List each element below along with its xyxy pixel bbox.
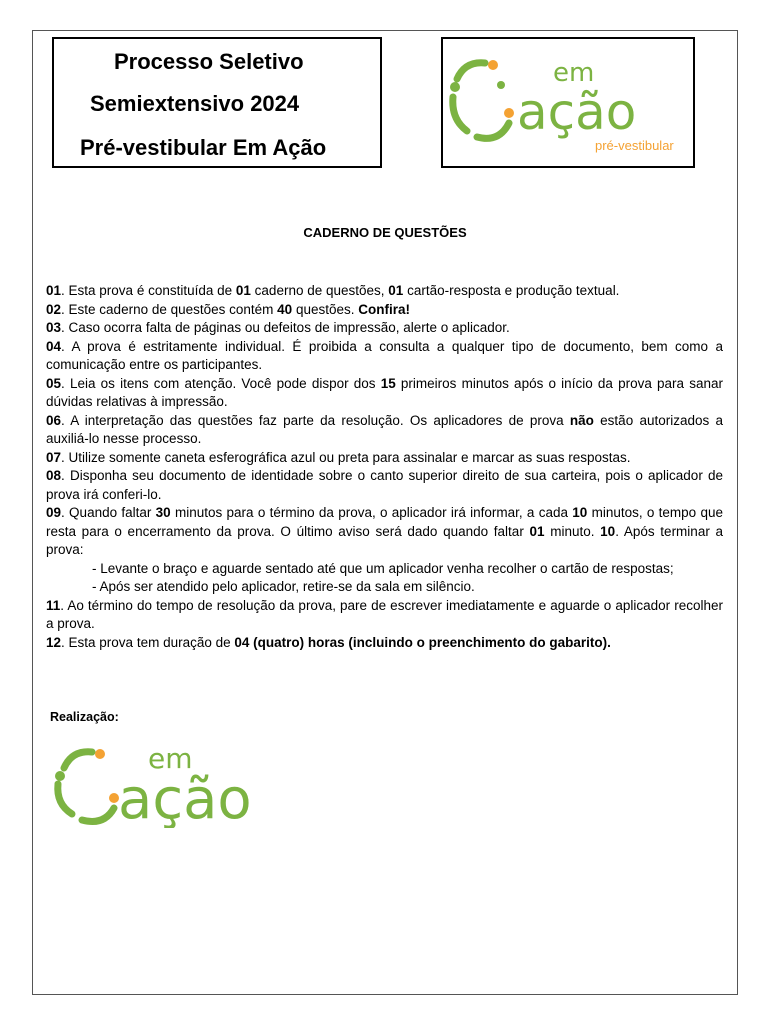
instruction-text: . Utilize somente caneta esferográfica azul ou preta para assinalar e marcar as suas respostas. — [61, 449, 631, 465]
instruction-text: cartão-resposta e produção textual. — [403, 283, 620, 298]
instruction-text: questões. — [292, 301, 359, 317]
instruction-text: . Disponha seu documento de identidade sobre o canto superior direito de sua carteira, pois o aplicador de prova irá conferi-lo. — [46, 468, 723, 502]
instruction-text: . Leia os itens com atenção. Você pode dispor dos — [61, 375, 381, 391]
instruction-emphasis: 10 — [600, 523, 616, 539]
instruction-emphasis: 15 — [380, 375, 396, 391]
title-line-2: Semiextensivo 2024 — [90, 91, 300, 116]
instruction-item — [46, 560, 723, 579]
recycle-people-icon — [450, 60, 514, 138]
instruction-emphasis: 04 (quatro) horas (incluindo o preenchimento do gabarito). — [234, 634, 611, 650]
instruction-text: . Quando faltar — [61, 505, 156, 520]
instruction-emphasis: 10 — [572, 505, 588, 520]
instruction-text: primeiros minutos após o início da prova para sanar dúvidas relativas à impressão. — [46, 375, 723, 409]
instruction-number: 06 — [46, 412, 62, 428]
instruction-item — [46, 375, 723, 412]
instruction-number: 02 — [46, 301, 62, 317]
realizacao-logo — [50, 738, 330, 833]
title-line-3: Pré-vestibular Em Ação — [80, 135, 327, 160]
header-logo-box — [441, 37, 695, 168]
instruction-item — [46, 597, 723, 634]
instruction-item — [46, 467, 723, 504]
instruction-text: . Esta prova tem duração de — [61, 634, 235, 650]
logo-word-em: em — [148, 742, 193, 775]
instruction-text: caderno de questões, — [250, 283, 389, 298]
instruction-item — [46, 282, 723, 301]
instruction-emphasis: 30 — [155, 505, 171, 520]
instruction-text: . Este caderno de questões contém — [61, 301, 278, 317]
em-acao-logo — [443, 39, 693, 166]
instruction-text: . Após terminar a prova: — [46, 523, 723, 557]
instruction-emphasis: 01 — [235, 283, 251, 298]
instructions-list — [46, 282, 723, 652]
title-box — [52, 37, 382, 168]
logo-word-em: em — [553, 58, 595, 88]
instruction-number: 07 — [46, 449, 62, 465]
instruction-emphasis: 01 — [388, 283, 404, 298]
instruction-number: 08 — [46, 468, 62, 483]
instruction-number: 11 — [46, 597, 61, 613]
instruction-item — [46, 504, 723, 560]
instruction-emphasis: Confira! — [358, 301, 410, 317]
instruction-emphasis: não — [569, 412, 594, 428]
realizacao-label: Realização: — [50, 710, 119, 724]
instruction-emphasis: 01 — [529, 523, 545, 539]
instruction-item — [46, 634, 723, 653]
instruction-text: . Caso ocorra falta de páginas ou defeitos de impressão, alerte o aplicador. — [61, 320, 510, 335]
instruction-item — [46, 301, 723, 320]
instruction-number: 03 — [46, 320, 62, 335]
instruction-number: 01 — [46, 283, 62, 298]
instruction-number: 05 — [46, 375, 62, 391]
instruction-text: estão autorizados a auxiliá-lo nesse processo. — [46, 412, 723, 446]
instruction-text: minuto. — [544, 523, 601, 539]
instruction-text: . A prova é estritamente individual. É proibida a consulta a qualquer tipo de documento, bem como a comunicação entre os participantes. — [46, 338, 723, 372]
instruction-text: . Ao término do tempo de resolução da prova, pare de escrever imediatamente e aguarde o aplicador recolher a prova. — [46, 597, 723, 631]
logo-word-acao: ação — [517, 83, 637, 141]
instruction-text: minutos, o tempo que resta para o encerramento da prova. O último aviso será dado quando faltar — [46, 505, 723, 539]
logo-tagline: pré-vestibular — [595, 138, 674, 153]
instruction-emphasis: 40 — [277, 301, 293, 317]
instruction-number: 12 — [46, 634, 62, 650]
instruction-item — [46, 449, 723, 468]
title-line-1: Processo Seletivo — [114, 49, 304, 74]
instruction-number: 09 — [46, 505, 62, 520]
instruction-item — [46, 319, 723, 338]
instruction-item — [46, 338, 723, 375]
instruction-text: . Esta prova é constituída de — [61, 283, 236, 298]
recycle-people-icon — [55, 749, 119, 822]
instruction-text: minutos para o término da prova, o aplicador irá informar, a cada — [170, 505, 573, 520]
instruction-text: - Levante o braço e aguarde sentado até que um aplicador venha recolher o cartão de respostas; — [92, 560, 674, 576]
section-title: CADERNO DE QUESTÕES — [303, 225, 467, 240]
instruction-text: - Após ser atendido pelo aplicador, retire-se da sala em silêncio. — [92, 579, 475, 594]
logo-word-acao: ação — [118, 767, 252, 828]
instruction-item — [46, 578, 723, 597]
em-acao-logo-bottom — [50, 738, 330, 828]
instruction-text: . A interpretação das questões faz parte da resolução. Os aplicadores de prova — [61, 412, 570, 428]
instruction-number: 04 — [46, 338, 62, 354]
instruction-item — [46, 412, 723, 449]
